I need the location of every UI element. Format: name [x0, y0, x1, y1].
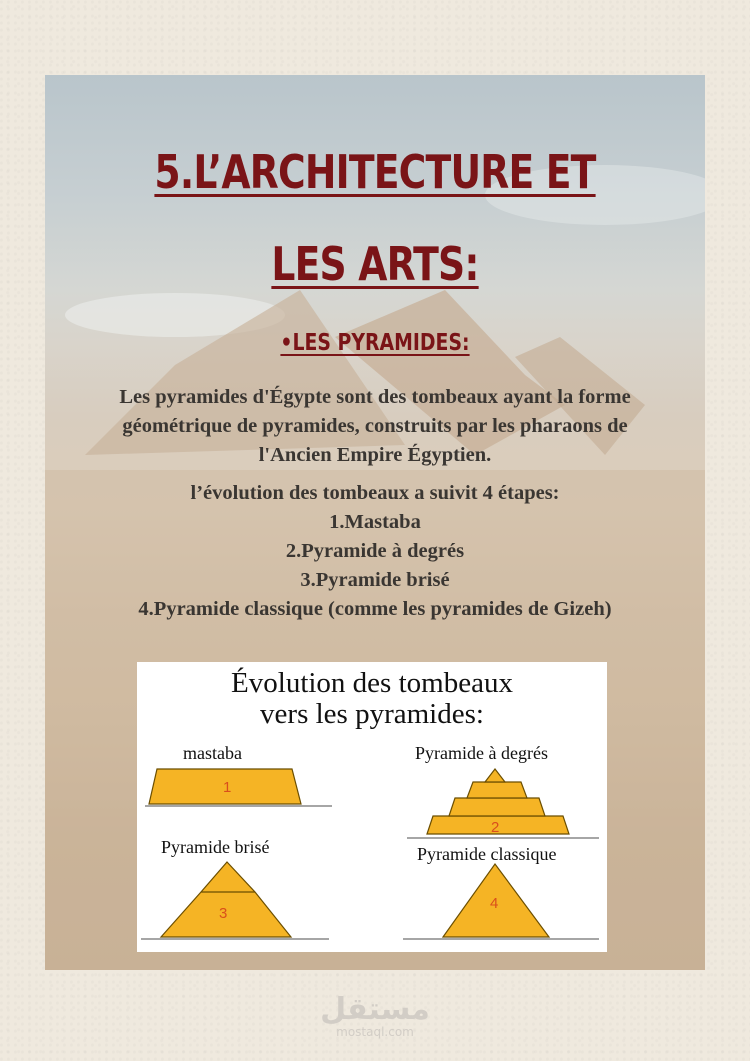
step-item: 4.Pyramide classique (comme les pyramides de Gizeh) [138, 598, 612, 620]
diagram-drawings [137, 662, 607, 952]
paragraph-line: Les pyramides d'Égypte sont des tombeaux ayant la forme [119, 386, 631, 408]
number-3: 3 [219, 905, 228, 922]
paragraph-line: géométrique de pyramides, construits par les pharaons de [122, 415, 628, 437]
bent-pyramid-shape [161, 862, 291, 937]
step-item: 1.Mastaba [329, 511, 421, 533]
number-4: 4 [490, 895, 499, 912]
background-panel [45, 75, 705, 970]
number-1: 1 [223, 779, 232, 796]
steps-intro: l’évolution des tombeaux a suivit 4 étapes: [190, 482, 560, 504]
watermark-latin: mostaql.com [336, 1025, 414, 1039]
diagram-title-line1: Évolution des tombeaux [231, 667, 513, 699]
label-pyramide-brise: Pyramide brisé [161, 837, 270, 857]
watermark-arabic: مستقل [320, 992, 430, 1027]
label-pyramide-classique: Pyramide classique [417, 844, 557, 864]
page-title-line1: 5.L’ARCHITECTURE ET [154, 145, 596, 199]
step-pyramid-tier4 [485, 769, 505, 782]
intro-paragraph [45, 383, 705, 470]
paragraph-line: l'Ancien Empire Égyptien. [258, 444, 492, 466]
number-2: 2 [491, 819, 500, 836]
step-item: 2.Pyramide à degrés [285, 540, 465, 562]
step-pyramid-tier3 [467, 782, 527, 798]
diagram-title-line2: vers les pyramides: [260, 698, 484, 730]
label-mastaba: mastaba [183, 743, 242, 763]
section-heading: •LES PYRAMIDES: [280, 330, 470, 356]
step-pyramid-tier2 [449, 798, 545, 816]
step-item: 3.Pyramide brisé [300, 569, 450, 591]
steps-list [45, 479, 705, 624]
watermark [320, 992, 430, 1039]
label-pyramide-degres: Pyramide à degrés [415, 743, 548, 763]
evolution-diagram [137, 662, 607, 952]
page-title-line2: LES ARTS: [271, 237, 479, 291]
